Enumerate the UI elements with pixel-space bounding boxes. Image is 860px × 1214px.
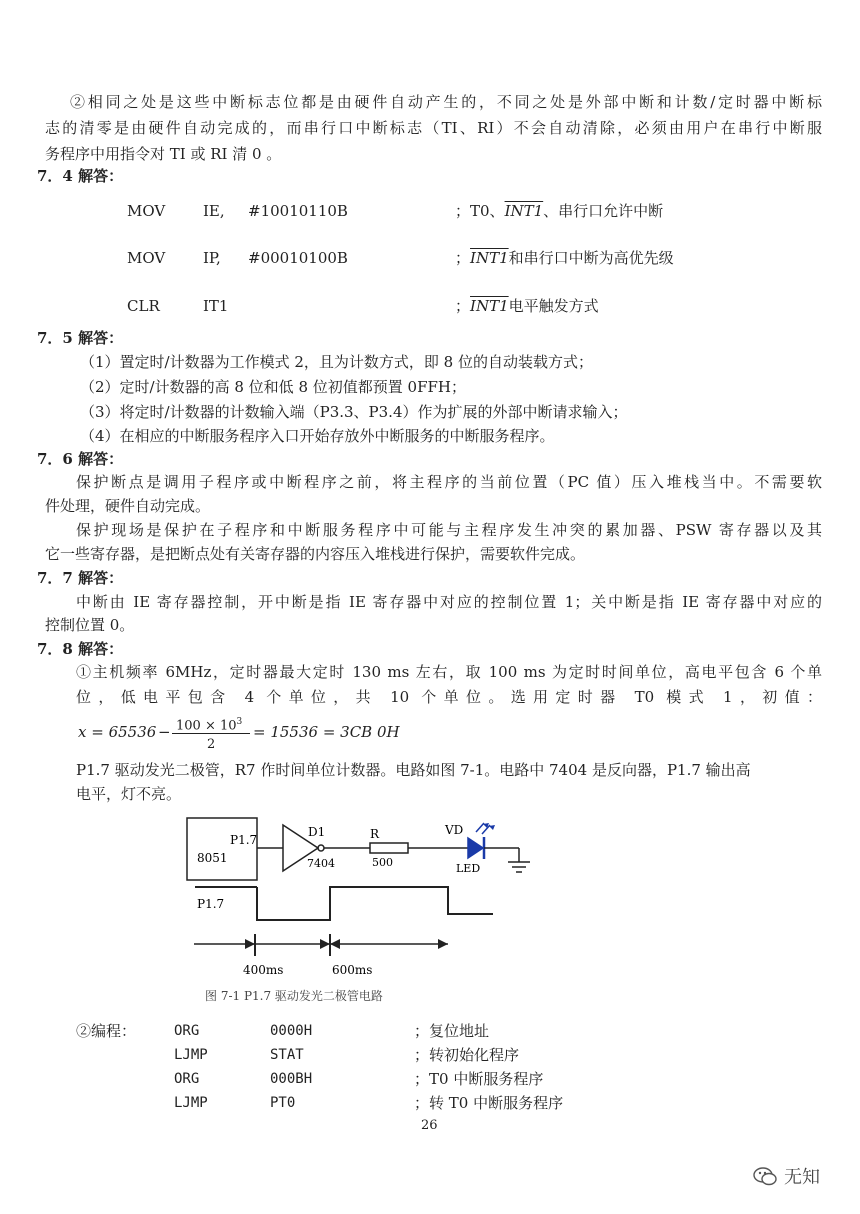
- paragraph-line: 控制位置 0。: [45, 616, 135, 634]
- code-comment: ；复位地址: [414, 1022, 490, 1040]
- page-number: 26: [421, 1118, 438, 1133]
- intro-line-1: ②相同之处是这些中断标志位都是由硬件自动产生的，不同之处是外部中断和计数/定时器中断标: [70, 93, 822, 111]
- circuit-figure: [0, 810, 860, 1010]
- paragraph-line: P1.7 驱动发光二极管，R7 作时间单位计数器。电路如图 7-1。电路中 7404 是反向器，P1.7 输出高: [76, 761, 751, 779]
- paragraph-line: 位，低电平包含 4 个单位，共 10 个单位。选用定时器 T0 模式 1，初值：: [76, 688, 822, 706]
- code-arg: 000BH: [270, 1071, 313, 1087]
- list-item: （2）定时/计数器的高 8 位和低 8 位初值都预置 0FFH；: [80, 378, 466, 396]
- fraction-bar: [172, 733, 250, 734]
- led-label: LED: [456, 862, 481, 875]
- int1-overline: INT1: [504, 202, 544, 220]
- code-arg2: #00010100B: [248, 249, 348, 267]
- code-op: ORG: [174, 1023, 200, 1039]
- paragraph-line: ①主机频率 6MHz，定时器最大定时 130 ms 左右，取 100 ms 为定时时间单位，高电平包含 6 个单: [76, 663, 822, 681]
- heading-7-6: 7．6 解答：: [37, 450, 124, 468]
- led-name: VD: [445, 823, 464, 837]
- chip-8051-box: [187, 818, 257, 880]
- chip-label: 8051: [197, 851, 228, 865]
- paragraph-line: 中断由 IE 寄存器控制，开中断是指 IE 寄存器中对应的控制位置 1；关中断是指 IE 寄存器中对应的: [76, 593, 822, 611]
- formula-numerator: $100 \times 10^3$: [176, 717, 243, 734]
- formula-rhs: = 15536 = 3CB 0H: [253, 723, 400, 741]
- code-op: MOV: [127, 202, 166, 220]
- code-comment: ；T0 中断服务程序: [414, 1070, 544, 1088]
- code-arg: 0000H: [270, 1023, 313, 1039]
- formula-denominator: 2: [207, 737, 216, 752]
- paragraph-line: 保护现场是保护在子程序和中断服务程序中可能与主程序发生冲突的累加器、PSW 寄存器以及其: [76, 521, 822, 539]
- gate-name: D1: [308, 825, 326, 839]
- code-comment: ；转初始化程序: [414, 1046, 520, 1064]
- wechat-icon: [752, 1165, 778, 1187]
- wave-label: P1.7: [197, 897, 225, 911]
- paragraph-line: 电平，灯不亮。: [76, 785, 182, 803]
- watermark-text: 无知: [784, 1167, 820, 1188]
- code-comment: ；T0、INT1、串行口允许中断: [455, 202, 664, 220]
- code-arg1: IP,: [203, 249, 221, 267]
- list-item: （1）置定时/计数器为工作模式 2，且为计数方式，即 8 位的自动装载方式；: [80, 353, 593, 371]
- pin-label: P1.7: [230, 833, 258, 847]
- code-op: LJMP: [174, 1047, 208, 1063]
- formula-minus: −: [158, 723, 171, 741]
- waveform: [257, 887, 493, 920]
- intro-line-3: 务程序中用指令对 TI 或 RI 清 0 。: [45, 145, 282, 163]
- time-400: 400ms: [243, 963, 284, 977]
- intro-line-2: 志的清零是由硬件自动完成的，而串行口中断标志（TI、RI）不会自动清除，必须由用户在串行中断服: [45, 119, 822, 137]
- paragraph-line: 它一些寄存器，是把断点处有关寄存器的内容压入堆栈进行保护，需要软件完成。: [45, 545, 586, 563]
- watermark: [752, 1163, 820, 1189]
- code-op: ORG: [174, 1071, 200, 1087]
- code-comment: ；INT1电平触发方式: [455, 297, 599, 315]
- resistor-value: 500: [372, 856, 393, 869]
- time-600: 600ms: [332, 963, 373, 977]
- list-item: （4）在相应的中断服务程序入口开始存放外中断服务的中断服务程序。: [80, 427, 555, 445]
- program-label: ②编程：: [76, 1022, 137, 1040]
- code-arg2: #10010110B: [248, 202, 348, 220]
- code-op: CLR: [127, 297, 160, 315]
- paragraph-line: 件处理，硬件自动完成。: [45, 497, 211, 515]
- code-arg: STAT: [270, 1047, 304, 1063]
- heading-7-8: 7．8 解答：: [37, 640, 124, 658]
- figure-caption: 图 7-1 P1.7 驱动发光二极管电路: [205, 989, 383, 1003]
- heading-7-4: 7．4 解答：: [37, 167, 124, 185]
- resistor: [370, 843, 408, 853]
- int1-overline: INT1: [470, 297, 509, 315]
- code-arg1: IT1: [203, 297, 229, 315]
- paragraph-line: 保护断点是调用子程序或中断程序之前，将主程序的当前位置（PC 值）压入堆栈当中。不需要软: [76, 473, 822, 491]
- code-comment: ；INT1和串行口中断为高优先级: [455, 249, 674, 267]
- led-diode: [468, 838, 483, 858]
- heading-7-5: 7．5 解答：: [37, 329, 124, 347]
- code-op: MOV: [127, 249, 166, 267]
- heading-7-7: 7．7 解答：: [37, 569, 124, 587]
- formula-lhs: x = 65536: [78, 723, 157, 741]
- code-op: LJMP: [174, 1095, 208, 1111]
- code-arg1: IE,: [203, 202, 225, 220]
- list-item: （3）将定时/计数器的计数输入端（P3.3、P3.4）作为扩展的外部中断请求输入；: [80, 403, 628, 421]
- code-comment: ；转 T0 中断服务程序: [414, 1094, 564, 1112]
- int1-overline: INT1: [470, 249, 509, 267]
- code-arg: PT0: [270, 1095, 296, 1111]
- led-light-arrow: [476, 823, 484, 832]
- gate-part: 7404: [307, 857, 335, 870]
- resistor-name: R: [370, 827, 380, 841]
